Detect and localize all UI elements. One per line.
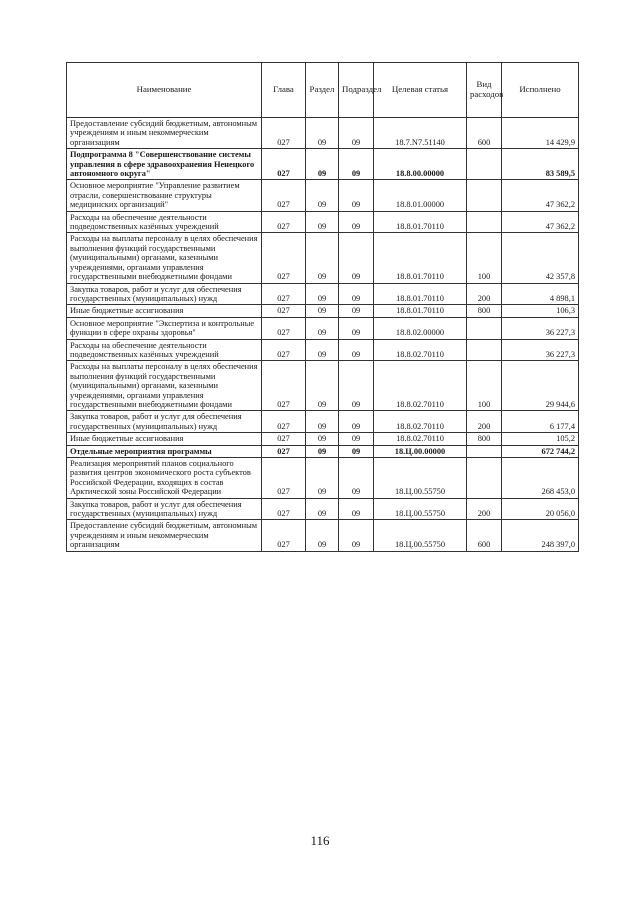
table-row [67, 283, 579, 305]
cell-ispolneno: 4 898,1 [502, 283, 579, 305]
cell-podrazdel: 09 [339, 520, 374, 551]
cell-ispolneno: 36 227,3 [502, 317, 579, 339]
cell-ispolneno: 14 429,9 [502, 118, 579, 149]
table-header-row [67, 63, 579, 118]
cell-glava: 027 [262, 118, 306, 149]
cell-razdel: 09 [306, 498, 339, 520]
cell-name: Предоставление субсидий бюджетным, автономным учреждениям и иным некоммерческим организациям [67, 118, 262, 149]
header-statya: Целевая статья [374, 63, 467, 118]
cell-vid [467, 445, 502, 457]
cell-name: Закупка товаров, работ и услуг для обеспечения государственных (муниципальных) нужд [67, 411, 262, 433]
table-row [67, 458, 579, 499]
cell-glava: 027 [262, 361, 306, 411]
cell-podrazdel: 09 [339, 149, 374, 180]
cell-podrazdel: 09 [339, 317, 374, 339]
table-row [67, 305, 579, 317]
cell-name: Подпрограмма 8 "Совершенствование системы управления в сфере здравоохранения Ненецкого автономного округа" [67, 149, 262, 180]
cell-podrazdel: 09 [339, 433, 374, 445]
cell-podrazdel: 09 [339, 458, 374, 499]
cell-vid [467, 211, 502, 233]
page-number: 116 [310, 833, 330, 848]
table-row [67, 118, 579, 149]
cell-glava: 027 [262, 498, 306, 520]
cell-statya: 18.8.02.70110 [374, 411, 467, 433]
table-row [67, 149, 579, 180]
cell-name: Основное мероприятие "Управление развитием отрасли, совершенствование структуры медицинских организаций" [67, 180, 262, 211]
header-vid: Вид расходов [467, 63, 502, 118]
cell-razdel: 09 [306, 211, 339, 233]
cell-vid: 800 [467, 305, 502, 317]
cell-glava: 027 [262, 283, 306, 305]
table-row [67, 498, 579, 520]
table-row [67, 361, 579, 411]
cell-ispolneno: 248 397,0 [502, 520, 579, 551]
cell-glava: 027 [262, 211, 306, 233]
cell-podrazdel: 09 [339, 339, 374, 361]
cell-ispolneno: 47 362,2 [502, 180, 579, 211]
cell-vid: 200 [467, 498, 502, 520]
cell-razdel: 09 [306, 149, 339, 180]
cell-ispolneno: 20 056,0 [502, 498, 579, 520]
cell-ispolneno: 6 177,4 [502, 411, 579, 433]
cell-podrazdel: 09 [339, 118, 374, 149]
cell-razdel: 09 [306, 520, 339, 551]
cell-razdel: 09 [306, 339, 339, 361]
cell-vid: 600 [467, 520, 502, 551]
cell-vid [467, 317, 502, 339]
table-row [67, 339, 579, 361]
table-row [67, 520, 579, 551]
header-razdel: Раздел [306, 63, 339, 118]
cell-podrazdel: 09 [339, 445, 374, 457]
cell-statya: 18.Ц.00.00000 [374, 445, 467, 457]
cell-razdel: 09 [306, 118, 339, 149]
cell-name: Расходы на выплаты персоналу в целях обеспечения выполнения функций государственными (муниципальными) органами, казенными учреждениями, органами управления государственными внебюджетными фондами [67, 233, 262, 283]
cell-podrazdel: 09 [339, 305, 374, 317]
cell-glava: 027 [262, 149, 306, 180]
table-row [67, 317, 579, 339]
cell-vid: 100 [467, 361, 502, 411]
cell-glava: 027 [262, 520, 306, 551]
cell-vid [467, 149, 502, 180]
cell-razdel: 09 [306, 458, 339, 499]
budget-table [66, 62, 579, 552]
cell-ispolneno: 106,3 [502, 305, 579, 317]
cell-name: Реализация мероприятий планов социального развития центров экономического роста субъектов Российской Федерации, входящих в состав Арктической зоны Российской Федерации [67, 458, 262, 499]
cell-razdel: 09 [306, 361, 339, 411]
cell-name: Закупка товаров, работ и услуг для обеспечения государственных (муниципальных) нужд [67, 283, 262, 305]
cell-name: Расходы на выплаты персоналу в целях обеспечения выполнения функций государственными (муниципальными) органами, казенными учреждениями, органами управления государственными внебюджетными фондами [67, 361, 262, 411]
cell-statya: 18.8.02.70110 [374, 433, 467, 445]
cell-ispolneno: 36 227,3 [502, 339, 579, 361]
cell-vid: 600 [467, 118, 502, 149]
cell-ispolneno: 47 362,2 [502, 211, 579, 233]
cell-glava: 027 [262, 458, 306, 499]
cell-statya: 18.8.01.70110 [374, 233, 467, 283]
cell-statya: 18.8.01.00000 [374, 180, 467, 211]
cell-podrazdel: 09 [339, 211, 374, 233]
table-row [67, 445, 579, 457]
cell-name: Расходы на обеспечение деятельности подведомственных казённых учреждений [67, 211, 262, 233]
cell-glava: 027 [262, 433, 306, 445]
cell-ispolneno: 672 744,2 [502, 445, 579, 457]
cell-vid [467, 339, 502, 361]
table-row [67, 411, 579, 433]
cell-ispolneno: 83 589,5 [502, 149, 579, 180]
cell-glava: 027 [262, 233, 306, 283]
cell-name: Иные бюджетные ассигнования [67, 433, 262, 445]
cell-statya: 18.8.02.00000 [374, 317, 467, 339]
cell-razdel: 09 [306, 433, 339, 445]
cell-name: Отдельные мероприятия программы [67, 445, 262, 457]
cell-statya: 18.8.01.70110 [374, 211, 467, 233]
cell-podrazdel: 09 [339, 180, 374, 211]
cell-glava: 027 [262, 180, 306, 211]
cell-vid: 200 [467, 283, 502, 305]
cell-glava: 027 [262, 411, 306, 433]
cell-glava: 027 [262, 445, 306, 457]
cell-ispolneno: 29 944,6 [502, 361, 579, 411]
cell-glava: 027 [262, 317, 306, 339]
cell-vid [467, 180, 502, 211]
cell-glava: 027 [262, 305, 306, 317]
table-row [67, 233, 579, 283]
cell-podrazdel: 09 [339, 283, 374, 305]
cell-statya: 18.Ц.00.55750 [374, 520, 467, 551]
cell-razdel: 09 [306, 233, 339, 283]
cell-statya: 18.Ц.00.55750 [374, 458, 467, 499]
cell-glava: 027 [262, 339, 306, 361]
table-row [67, 180, 579, 211]
cell-vid: 200 [467, 411, 502, 433]
cell-statya: 18.8.01.70110 [374, 283, 467, 305]
header-podrazdel: Подраздел [339, 63, 374, 118]
cell-razdel: 09 [306, 317, 339, 339]
cell-statya: 18.8.01.70110 [374, 305, 467, 317]
cell-podrazdel: 09 [339, 411, 374, 433]
cell-podrazdel: 09 [339, 361, 374, 411]
cell-razdel: 09 [306, 411, 339, 433]
cell-statya: 18.Ц.00.55750 [374, 498, 467, 520]
cell-razdel: 09 [306, 180, 339, 211]
cell-name: Иные бюджетные ассигнования [67, 305, 262, 317]
table-row [67, 433, 579, 445]
cell-statya: 18.8.02.70110 [374, 339, 467, 361]
cell-vid: 100 [467, 233, 502, 283]
table-row [67, 211, 579, 233]
cell-name: Закупка товаров, работ и услуг для обеспечения государственных (муниципальных) нужд [67, 498, 262, 520]
header-name: Наименование [67, 63, 262, 118]
cell-razdel: 09 [306, 445, 339, 457]
cell-statya: 18.8.02.70110 [374, 361, 467, 411]
header-ispolneno: Исполнено [502, 63, 579, 118]
header-glava: Глава [262, 63, 306, 118]
cell-name: Основное мероприятие "Экспертиза и контрольные функции в сфере охраны здоровья" [67, 317, 262, 339]
cell-podrazdel: 09 [339, 498, 374, 520]
cell-statya: 18.7.N7.51140 [374, 118, 467, 149]
cell-ispolneno: 105,2 [502, 433, 579, 445]
cell-razdel: 09 [306, 305, 339, 317]
cell-razdel: 09 [306, 283, 339, 305]
table-body [67, 118, 579, 552]
cell-vid: 800 [467, 433, 502, 445]
cell-ispolneno: 42 357,8 [502, 233, 579, 283]
cell-vid [467, 458, 502, 499]
cell-name: Предоставление субсидий бюджетным, автономным учреждениям и иным некоммерческим организациям [67, 520, 262, 551]
cell-name: Расходы на обеспечение деятельности подведомственных казённых учреждений [67, 339, 262, 361]
cell-podrazdel: 09 [339, 233, 374, 283]
cell-statya: 18.8.00.00000 [374, 149, 467, 180]
cell-ispolneno: 268 453,0 [502, 458, 579, 499]
